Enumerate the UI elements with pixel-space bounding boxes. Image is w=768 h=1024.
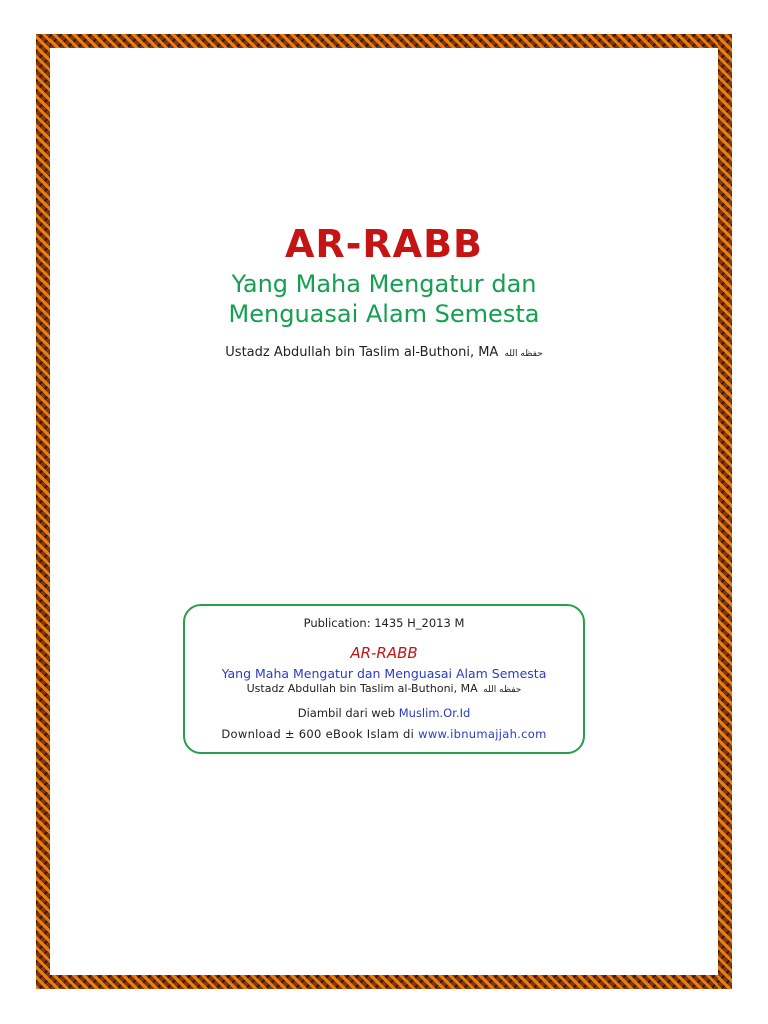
cover-subtitle-line-1: Yang Maha Mengatur dan — [231, 270, 537, 298]
source-link[interactable]: Muslim.Or.Id — [398, 706, 471, 720]
box-author-honorific: حفظه الله — [483, 685, 522, 695]
ornamental-border-right — [718, 34, 732, 989]
download-link[interactable]: www.ibnumajjah.com — [418, 727, 547, 741]
box-download — [185, 727, 583, 741]
ornamental-border-bottom — [36, 975, 732, 989]
box-author-name: Ustadz Abdullah bin Taslim al-Buthoni, MA — [246, 682, 478, 695]
box-subtitle: Yang Maha Mengatur dan Menguasai Alam Semesta — [221, 666, 547, 681]
box-download-label: Download ± 600 eBook Islam di — [221, 727, 415, 741]
cover-author — [0, 345, 768, 360]
cover-author-honorific: حفظه الله — [504, 349, 543, 359]
ornamental-border-top — [36, 34, 732, 48]
box-title: AR-RABB — [350, 644, 418, 662]
box-source — [185, 706, 583, 720]
ornamental-border-left — [36, 34, 50, 989]
box-author — [185, 682, 583, 695]
publication-info-box — [183, 604, 585, 754]
publication-date: Publication: 1435 H_2013 M — [303, 616, 465, 630]
cover-title: AR-RABB — [284, 222, 484, 266]
cover-author-name: Ustadz Abdullah bin Taslim al-Buthoni, MA — [225, 345, 499, 360]
cover-subtitle-line-2: Menguasai Alam Semesta — [228, 300, 540, 328]
box-source-label: Diambil dari web — [297, 706, 396, 720]
